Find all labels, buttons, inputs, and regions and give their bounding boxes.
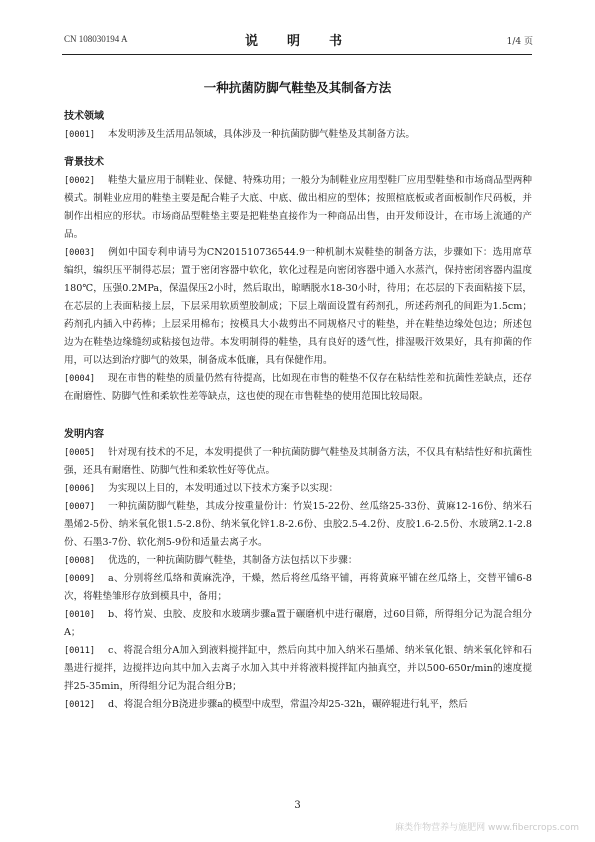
paragraph-0006	[64, 480, 532, 498]
paragraph-number: [0006]	[64, 484, 96, 494]
paragraph-text: 为实现以上目的，本发明通过以下技术方案予以实现：	[108, 483, 339, 494]
paragraph-text: 本发明涉及生活用品领域，具体涉及一种抗菌防脚气鞋垫及其制备方法。	[108, 129, 415, 140]
paragraph-0002	[64, 172, 532, 244]
paragraph-0008	[64, 552, 532, 570]
paragraph-0011	[64, 642, 532, 696]
spacer	[64, 406, 532, 416]
paragraph-0010	[64, 606, 532, 642]
document-type: 说 明 书	[244, 34, 350, 49]
paragraph-number: [0011]	[64, 646, 96, 656]
paragraph-number: [0002]	[64, 176, 96, 186]
watermark: 麻类作物营养与施肥网 www.fibercrops.com	[395, 823, 579, 833]
paragraph-number: [0005]	[64, 448, 96, 458]
paragraph-0005	[64, 444, 532, 480]
paragraph-number: [0001]	[64, 130, 96, 140]
paragraph-number: [0008]	[64, 556, 96, 566]
paragraph-text: 现在市售的鞋垫的质量仍然有待提高，比如现在市售的鞋垫不仅存在粘结性差和抗菌性差缺点，还存在耐磨性、防脚气性和柔软性差等缺点，这也使的现在市售鞋垫的使用范围比较局限。	[64, 373, 532, 402]
paragraph-number: [0003]	[64, 248, 96, 258]
paragraph-0012	[64, 696, 532, 714]
paragraph-text: 例如中国专利申请号为CN201510736544.9一种机制木炭鞋垫的制备方法，步骤如下：选用席草编织，编织压平制得芯层；置于密闭容器中软化，软化过程是向密闭容器中通入水蒸汽，保持密闭容器内温度180℃，压强0.2MPa，保温保压2小时，然后取出，晾晒脱水18-30小时，待用；在芯层的下表面粘接下层，在芯层的上表面粘接上层，下层采用软质塑胶制成；下层上端面设置有药剂孔，所述药剂孔的间距为1.5cm；药剂孔内插入中药棒；上层采用棉布；按模具大小裁剪出不同规格尺寸的鞋垫，并在鞋垫边缘处包边；所述包边为在鞋垫边缘缝纫或粘接包边带。本发明制得的鞋垫，具有良好的透气性，排湿吸汗效果好，具有抑菌的作用，可以达到治疗脚气的效果，制备成本低廉，具有保健作用。	[64, 247, 532, 366]
paragraph-text: c、将混合组分A加入到液料搅拌缸中，然后向其中加入纳米石墨烯、纳米氧化银、纳米氧化锌和石墨进行搅拌，边搅拌边向其中加入去离子水加入其中并将液料搅拌缸内抽真空，并以500-650r/min的速度搅拌25-35min，所得组分记为混合组分B；	[64, 645, 532, 692]
header-divider	[62, 54, 532, 55]
paragraph-text: 针对现有技术的不足，本发明提供了一种抗菌防脚气鞋垫及其制备方法，不仅具有粘结性好和抗菌性强，还具有耐磨性、防脚气性和柔软性好等优点。	[64, 447, 532, 476]
paragraph-0003	[64, 244, 532, 370]
paragraph-number: [0010]	[64, 610, 96, 620]
document-title: 一种抗菌防脚气鞋垫及其制备方法	[203, 80, 392, 95]
paragraph-text: 鞋垫大量应用于制鞋业、保健、特殊功用；一般分为制鞋业应用型鞋厂应用型鞋垫和市场商品型两种模式。制鞋业应用的鞋垫主要是配合鞋子大底、中底、做出相应的型体；按照楦底板或者面板制作尺码板，并制作出相应的形状。市场商品型鞋垫主要是把鞋垫直接作为一种商品出售，由开发师设计，在市场上流通的产品。	[64, 175, 532, 240]
page-number: 3	[294, 800, 301, 811]
paragraph-text: d、将混合组分B浇进步骤a的模型中成型，常温冷却25-32h，碾碎辊进行轧平，然后	[108, 699, 468, 710]
section-heading-background: 背景技术	[64, 157, 104, 168]
section-heading-invention: 发明内容	[64, 429, 104, 440]
page-indicator: 1/4 页	[506, 37, 533, 47]
paragraph-number: [0004]	[64, 374, 96, 384]
paragraph-number: [0012]	[64, 700, 96, 710]
paragraph-0001	[64, 126, 532, 144]
paragraph-0009	[64, 570, 532, 606]
paragraph-number: [0007]	[64, 502, 96, 512]
paragraph-text: 一种抗菌防脚气鞋垫，其成分按重量份计：竹炭15-22份、丝瓜络25-33份、黄麻12-16份、纳米石墨烯2-5份、纳米氧化银1.5-2.8份、纳米氧化锌1.8-2.6份、虫胶2.5-4.2份、皮胶1.6-2.5份、水玻璃2.1-2.8份、石墨3-7份、软化剂5-9份和适量去离子水。	[64, 501, 532, 548]
paragraph-text: 优选的，一种抗菌防脚气鞋垫，其制备方法包括以下步骤：	[108, 555, 358, 566]
document-number: CN 108030194 A	[64, 34, 128, 44]
document-body	[64, 108, 532, 714]
paragraph-number: [0009]	[64, 574, 96, 584]
paragraph-text: b、将竹炭、虫胶、皮胶和水玻璃步骤a置于碾磨机中进行碾磨，过60目筛，所得组分记为混合组分A；	[64, 609, 532, 638]
paragraph-0004	[64, 370, 532, 406]
section-heading-tech-field: 技术领域	[64, 111, 104, 122]
paragraph-0007	[64, 498, 532, 552]
paragraph-text: a、分别将丝瓜络和黄麻洗净，干燥，然后将丝瓜络平铺，再将黄麻平铺在丝瓜络上，交替平铺6-8次，将鞋垫雏形存放到模具中，备用；	[64, 573, 532, 602]
